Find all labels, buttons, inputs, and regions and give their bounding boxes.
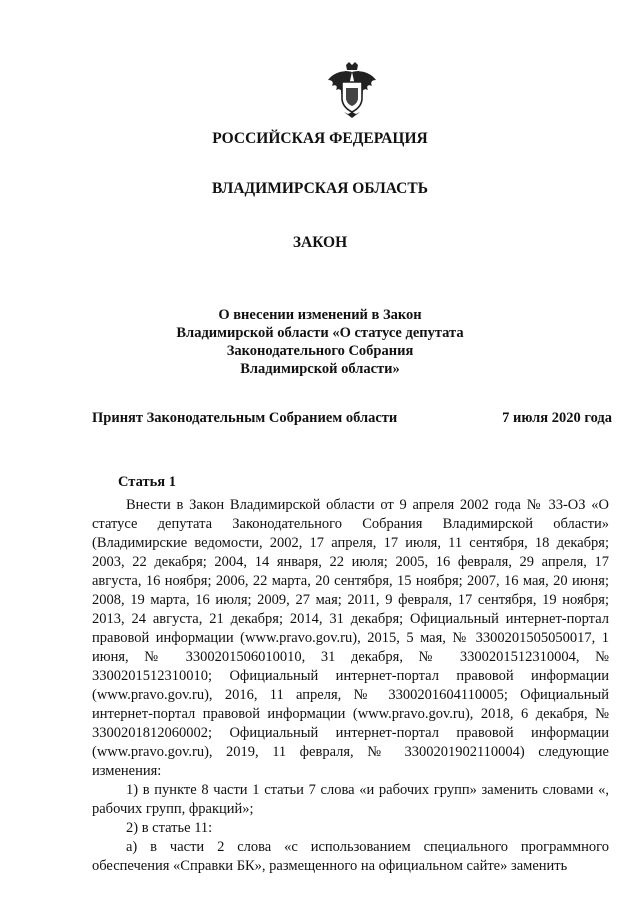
article-body	[92, 496, 609, 876]
coat-of-arms-emblem	[326, 62, 378, 120]
region-heading: ВЛАДИМИРСКАЯ ОБЛАСТЬ	[212, 180, 428, 197]
adoption-line	[92, 410, 612, 427]
law-title-line-3: Законодательного Собрания	[226, 343, 414, 359]
law-title-line-4: Владимирской области»	[240, 361, 400, 377]
law-title-line-1: О внесении изменений в Закон	[218, 307, 422, 323]
adoption-date: 7 июля 2020 года	[502, 410, 612, 426]
country-heading: РОССИЙСКАЯ ФЕДЕРАЦИЯ	[212, 130, 428, 147]
law-title-line-2: Владимирской области «О статусе депутата	[176, 325, 464, 341]
document-type-heading: ЗАКОН	[292, 234, 348, 251]
article-paragraph: Внести в Закон Владимирской области от 9 апреля 2002 года № 33-ОЗ «О статусе депутата Законодательного Собрания Владимирской области» (Владимирские ведомости, 2002, 17 апреля, 17 июля, 11 сентября, 18 декабря; 2003, 22 декабря; 2004, 14 января, 22 июля; 2005, 16 февраля, 29 апреля, 17 августа, 16 ноября; 2006, 22 марта, 20 сентября, 15 ноября; 2007, 16 мая, 20 июня; 2008, 19 марта, 16 июля; 2009, 27 мая; 2011, 9 февраля, 17 сентября, 19 ноября; 2013, 24 августа, 21 декабря; 2014, 31 декабря; Официальный интернет-портал правовой информации (www.pravo.gov.ru), 2015, 5 мая, № 3300201505050017, 1 июня, № 3300201506010010, 31 декабря, № 3300201512310004, № 3300201512310010; Официальный интернет-портал правовой информации (www.pravo.gov.ru), 2016, 11 апреля, № 3300201604110005; Официальный интернет-портал правовой информации (www.pravo.gov.ru), 2018, 6 декабря, № 3300201812060002; Официальный интернет-портал правовой информации (www.pravo.gov.ru), 2019, 11 февраля, № 3300201902110004) следующие изменения:	[92, 497, 609, 779]
article-paragraph: а) в части 2 слова «с использованием специального программного обеспечения «Справки БК», размещенного на официальном сайте» заменить	[92, 839, 609, 874]
article-paragraph: 1) в пункте 8 части 1 статьи 7 слова «и рабочих групп» заменить словами «, рабочих групп, фракций»;	[92, 782, 609, 817]
article-paragraph: 2) в статье 11:	[126, 820, 213, 836]
adoption-label: Принят Законодательным Собранием области	[92, 410, 398, 426]
article-heading: Статья 1	[118, 474, 176, 490]
